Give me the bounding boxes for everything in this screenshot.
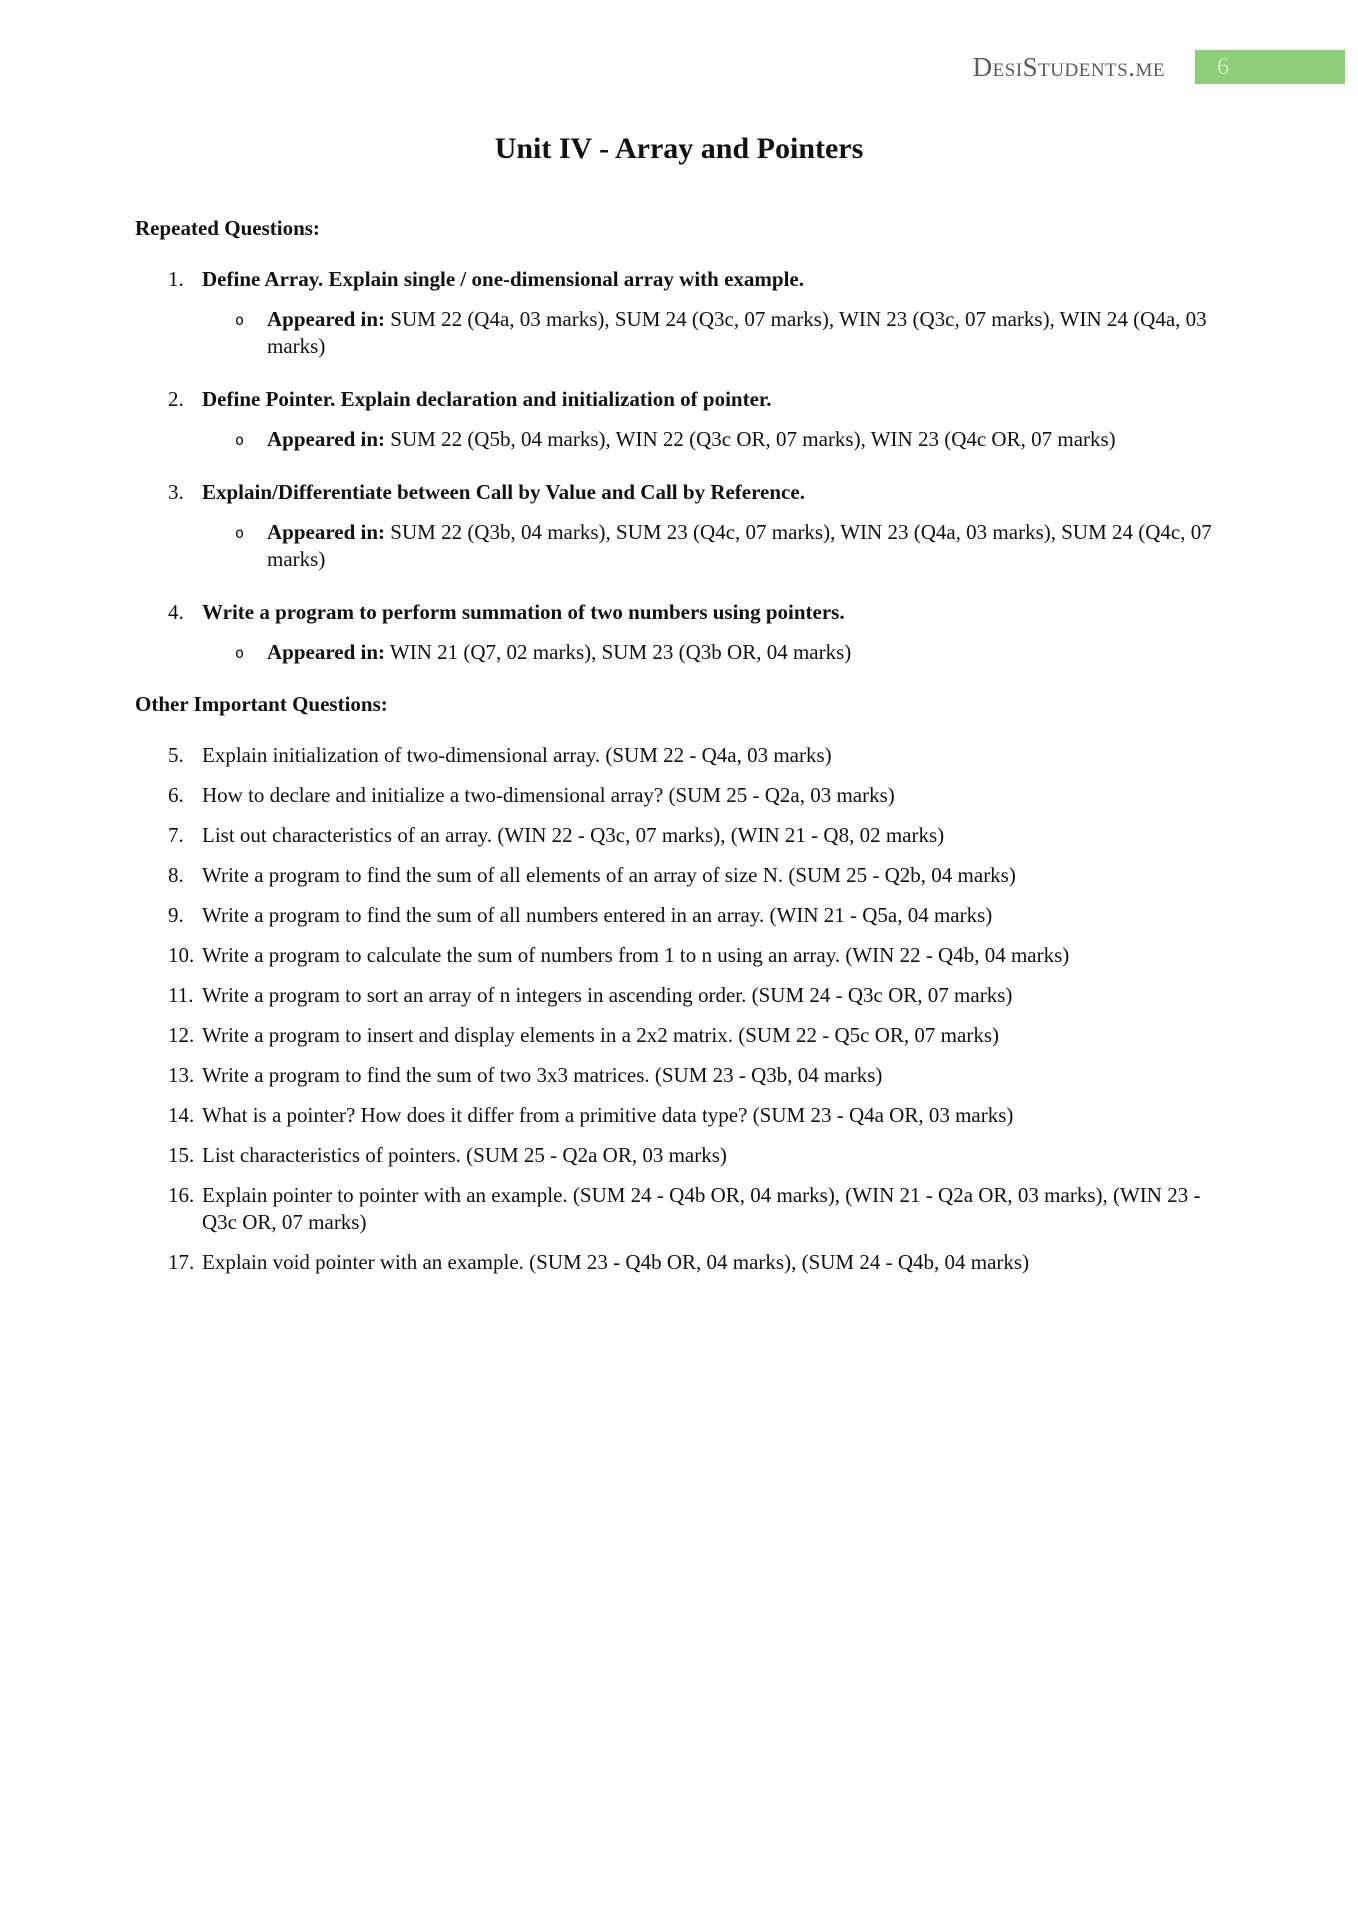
question-number: 11. — [168, 983, 194, 1007]
question-text: Write a program to calculate the sum of numbers from 1 to n using an array. (WIN 22 - Q4b, 04 marks) — [202, 943, 1070, 967]
question-text: Write a program to find the sum of two 3x3 matrices. (SUM 23 - Q3b, 04 marks) — [202, 1063, 883, 1087]
document-title: Unit IV - Array and Pointers — [494, 132, 864, 165]
question-number: 15. — [168, 1143, 195, 1167]
question-number: 10. — [168, 943, 195, 967]
question-number: 5. — [168, 743, 184, 767]
question-text: Define Pointer. Explain declaration and initialization of pointer. — [202, 387, 772, 411]
question-item — [135, 1142, 1223, 1169]
appeared-in-text: SUM 22 (Q3b, 04 marks), SUM 23 (Q4c, 07 marks), WIN 23 (Q4a, 03 marks), SUM 24 (Q4c, 07 marks) — [267, 520, 1212, 571]
question-item — [135, 1249, 1223, 1276]
site-name: DesiStudents.me — [972, 52, 1165, 82]
question-text: Write a program to sort an array of n integers in ascending order. (SUM 24 - Q3c OR, 07 marks) — [202, 983, 1013, 1007]
question-text: Explain void pointer with an example. (SUM 23 - Q4b OR, 04 marks), (SUM 24 - Q4b, 04 marks) — [202, 1250, 1030, 1274]
question-number: 16. — [168, 1183, 195, 1207]
appeared-in-label: Appeared in: — [267, 307, 386, 331]
section-heading: Repeated Questions: — [135, 216, 320, 240]
question-item — [135, 386, 1223, 413]
question-number: 4. — [168, 600, 184, 624]
question-number: 8. — [168, 863, 184, 887]
question-item — [135, 942, 1223, 969]
question-text: How to declare and initialize a two-dimensional array? (SUM 25 - Q2a, 03 marks) — [202, 783, 895, 807]
page-header — [973, 50, 1345, 84]
question-text: Write a program to perform summation of two numbers using pointers. — [202, 600, 845, 624]
question-number: 13. — [168, 1063, 195, 1087]
question-text: Explain pointer to pointer with an example. (SUM 24 - Q4b OR, 04 marks), (WIN 21 - Q2a OR, 03 marks), (WIN 23 - Q3c OR, 07 marks) — [202, 1183, 1201, 1234]
question-number: 14. — [168, 1103, 195, 1127]
question-text: Define Array. Explain single / one-dimensional array with example. — [202, 267, 804, 291]
question-item — [135, 266, 1223, 293]
appeared-in-label: Appeared in: — [267, 520, 386, 544]
appeared-in-label: Appeared in: — [267, 640, 386, 664]
question-number: 17. — [168, 1250, 195, 1274]
question-number: 7. — [168, 823, 184, 847]
question-text: Explain initialization of two-dimensional array. (SUM 22 - Q4a, 03 marks) — [202, 743, 832, 767]
question-text: What is a pointer? How does it differ from a primitive data type? (SUM 23 - Q4a OR, 03 marks) — [202, 1103, 1014, 1127]
appeared-in-text: WIN 21 (Q7, 02 marks), SUM 23 (Q3b OR, 04 marks) — [385, 640, 852, 664]
question-item — [135, 479, 1223, 506]
section-heading: Other Important Questions: — [135, 692, 388, 716]
question-number: 3. — [168, 480, 184, 504]
page-number: 6 — [1217, 54, 1229, 80]
appeared-in-bullet — [135, 519, 1223, 573]
appeared-in-bullet — [135, 426, 1223, 453]
question-section — [135, 692, 1223, 1276]
question-section — [135, 216, 1223, 666]
question-text: List out characteristics of an array. (WIN 22 - Q3c, 07 marks), (WIN 21 - Q8, 02 marks) — [202, 823, 945, 847]
question-text: Write a program to find the sum of all numbers entered in an array. (WIN 21 - Q5a, 04 marks) — [202, 903, 993, 927]
sub-bullet-marker: o — [235, 524, 245, 542]
document-content — [135, 132, 1223, 1289]
question-item — [135, 862, 1223, 889]
question-text: Write a program to find the sum of all elements of an array of size N. (SUM 25 - Q2b, 04 marks) — [202, 863, 1016, 887]
page-number-badge — [1195, 50, 1345, 84]
question-number: 9. — [168, 903, 184, 927]
question-item — [135, 822, 1223, 849]
question-number: 1. — [168, 267, 184, 291]
sub-bullet-marker: o — [235, 311, 245, 329]
question-item — [135, 1182, 1223, 1236]
question-text: Write a program to insert and display elements in a 2x2 matrix. (SUM 22 - Q5c OR, 07 marks) — [202, 1023, 999, 1047]
sections — [135, 216, 1223, 1276]
question-item — [135, 1102, 1223, 1129]
question-number: 2. — [168, 387, 184, 411]
question-item — [135, 1022, 1223, 1049]
question-item — [135, 782, 1223, 809]
question-number: 12. — [168, 1023, 195, 1047]
question-text: Explain/Differentiate between Call by Value and Call by Reference. — [202, 480, 805, 504]
appeared-in-text: SUM 22 (Q5b, 04 marks), WIN 22 (Q3c OR, 07 marks), WIN 23 (Q4c OR, 07 marks) — [385, 427, 1116, 451]
sub-bullet-marker: o — [235, 644, 245, 662]
question-item — [135, 902, 1223, 929]
question-item — [135, 599, 1223, 626]
question-item — [135, 1062, 1223, 1089]
appeared-in-bullet — [135, 639, 1223, 666]
question-text: List characteristics of pointers. (SUM 25 - Q2a OR, 03 marks) — [202, 1143, 727, 1167]
question-number: 6. — [168, 783, 184, 807]
appeared-in-bullet — [135, 306, 1223, 360]
question-item — [135, 982, 1223, 1009]
appeared-in-text: SUM 22 (Q4a, 03 marks), SUM 24 (Q3c, 07 marks), WIN 23 (Q3c, 07 marks), WIN 24 (Q4a, 03 marks) — [267, 307, 1207, 358]
question-item — [135, 742, 1223, 769]
appeared-in-label: Appeared in: — [267, 427, 386, 451]
sub-bullet-marker: o — [235, 431, 245, 449]
